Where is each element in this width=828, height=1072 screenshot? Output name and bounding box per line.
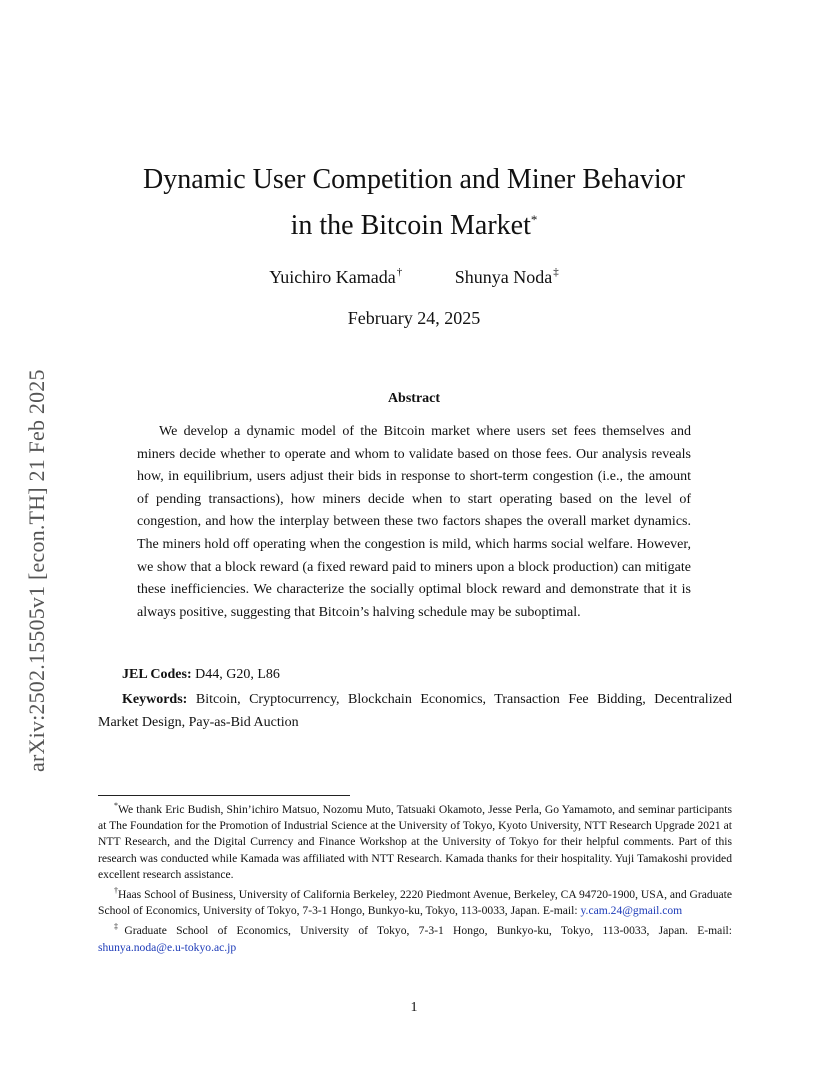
footnotes [98, 798, 732, 956]
jel-codes-label: JEL Codes: [122, 667, 192, 682]
footnote-marker: * [114, 801, 118, 810]
paper-title-line-2-text: in the Bitcoin Market [290, 210, 531, 241]
author-footnote-marker: ‡ [553, 266, 559, 278]
footnote-kamada-affiliation [98, 883, 732, 919]
author-list [0, 266, 828, 288]
footnote-acknowledgements [98, 798, 732, 883]
arxiv-identifier-stamp [24, 272, 50, 772]
keywords [98, 689, 732, 734]
author-name: Yuichiro Kamada [269, 267, 396, 287]
footnote-marker: † [114, 886, 119, 896]
abstract-text: We develop a dynamic model of the Bitcoin market where users set fees themselves and miners decide whether to operate and whom to validate based on those fees. Our analysis reveals how, in equilibrium, users adjust their bids in response to short-term congestion (i.e., the amount of pending transactions), how miners decide when to start operating based on the level of congestion, and how the interplay between these two factors shapes the overall market dynamics. The miners hold off operating when the congestion is mild, which harms social welfare. However, we show that a block reward (a fixed reward paid to miners upon a block production) can mitigate these inefficiencies. We characterize the socially optimal block reward and demonstrate that it is always positive, suggesting that Bitcoin’s halving schedule may be suboptimal. [137, 424, 691, 620]
author-kamada [269, 266, 402, 288]
page-number: 1 [410, 1000, 418, 1015]
email-label: E-mail: [697, 924, 732, 938]
footnote-text: We thank Eric Budish, Shin’ichiro Matsuo, Nozomu Muto, Tatsuaki Okamoto, Jesse Perla, Go Yamamoto, and seminar participants at The Foundation for the Promotion of Industrial Science at the University of Tokyo, Kyoto University, NTT Research Upgrade 2021 at NTT Research, and the Digital Currency and Finance Workshop at the University of Tokyo for their helpful comments. Part of this research was conducted while Kamada was affiliated with NTT Research. Kamada thanks for their hospitality. Yuji Tamakoshi provided excellent research assistance. [98, 803, 732, 881]
keywords-value: Bitcoin, Cryptocurrency, Blockchain Economics, Transaction Fee Bidding, Decentralized Market Design, Pay-as-Bid Auction [98, 692, 733, 730]
paper-title-line-1: Dynamic User Competition and Miner Behavior [143, 164, 685, 195]
publication-date: February 24, 2025 [347, 308, 481, 328]
abstract-heading: Abstract [387, 391, 441, 406]
jel-codes [122, 667, 732, 683]
author-name: Shunya Noda [454, 267, 553, 287]
email-link-noda[interactable]: shunya.noda@e.u-tokyo.ac.jp [98, 940, 237, 954]
paper-title-line-2 [0, 200, 828, 246]
arxiv-identifier-text: arXiv:2502.15505v1 [econ.TH] 21 Feb 2025 [24, 369, 49, 772]
email-label: E-mail: [542, 904, 578, 918]
footnote-text: Haas School of Business, University of California Berkeley, 2220 Piedmont Avenue, Berkeley, CA 94720-1900, USA, and Graduate School of Economics, University of Tokyo, 7-3-1 Hongo, Bunkyo-ku, Tokyo, 113-0033, Japan. [98, 888, 733, 918]
email-link-kamada[interactable]: y.cam.24@gmail.com [580, 904, 683, 918]
keywords-label: Keywords: [122, 692, 188, 707]
footnote-text: Graduate School of Economics, University of Tokyo, 7-3-1 Hongo, Bunkyo-ku, Tokyo, 113-0033, Japan. [124, 924, 688, 938]
footnote-noda-affiliation [98, 919, 732, 955]
author-noda [455, 266, 559, 288]
title-footnote-marker: * [530, 212, 538, 227]
footnote-marker: ‡ [114, 922, 125, 932]
author-footnote-marker: † [396, 266, 403, 278]
jel-codes-value: D44, G20, L86 [195, 667, 280, 682]
footnote-divider [98, 795, 350, 796]
paper-title [0, 160, 828, 246]
